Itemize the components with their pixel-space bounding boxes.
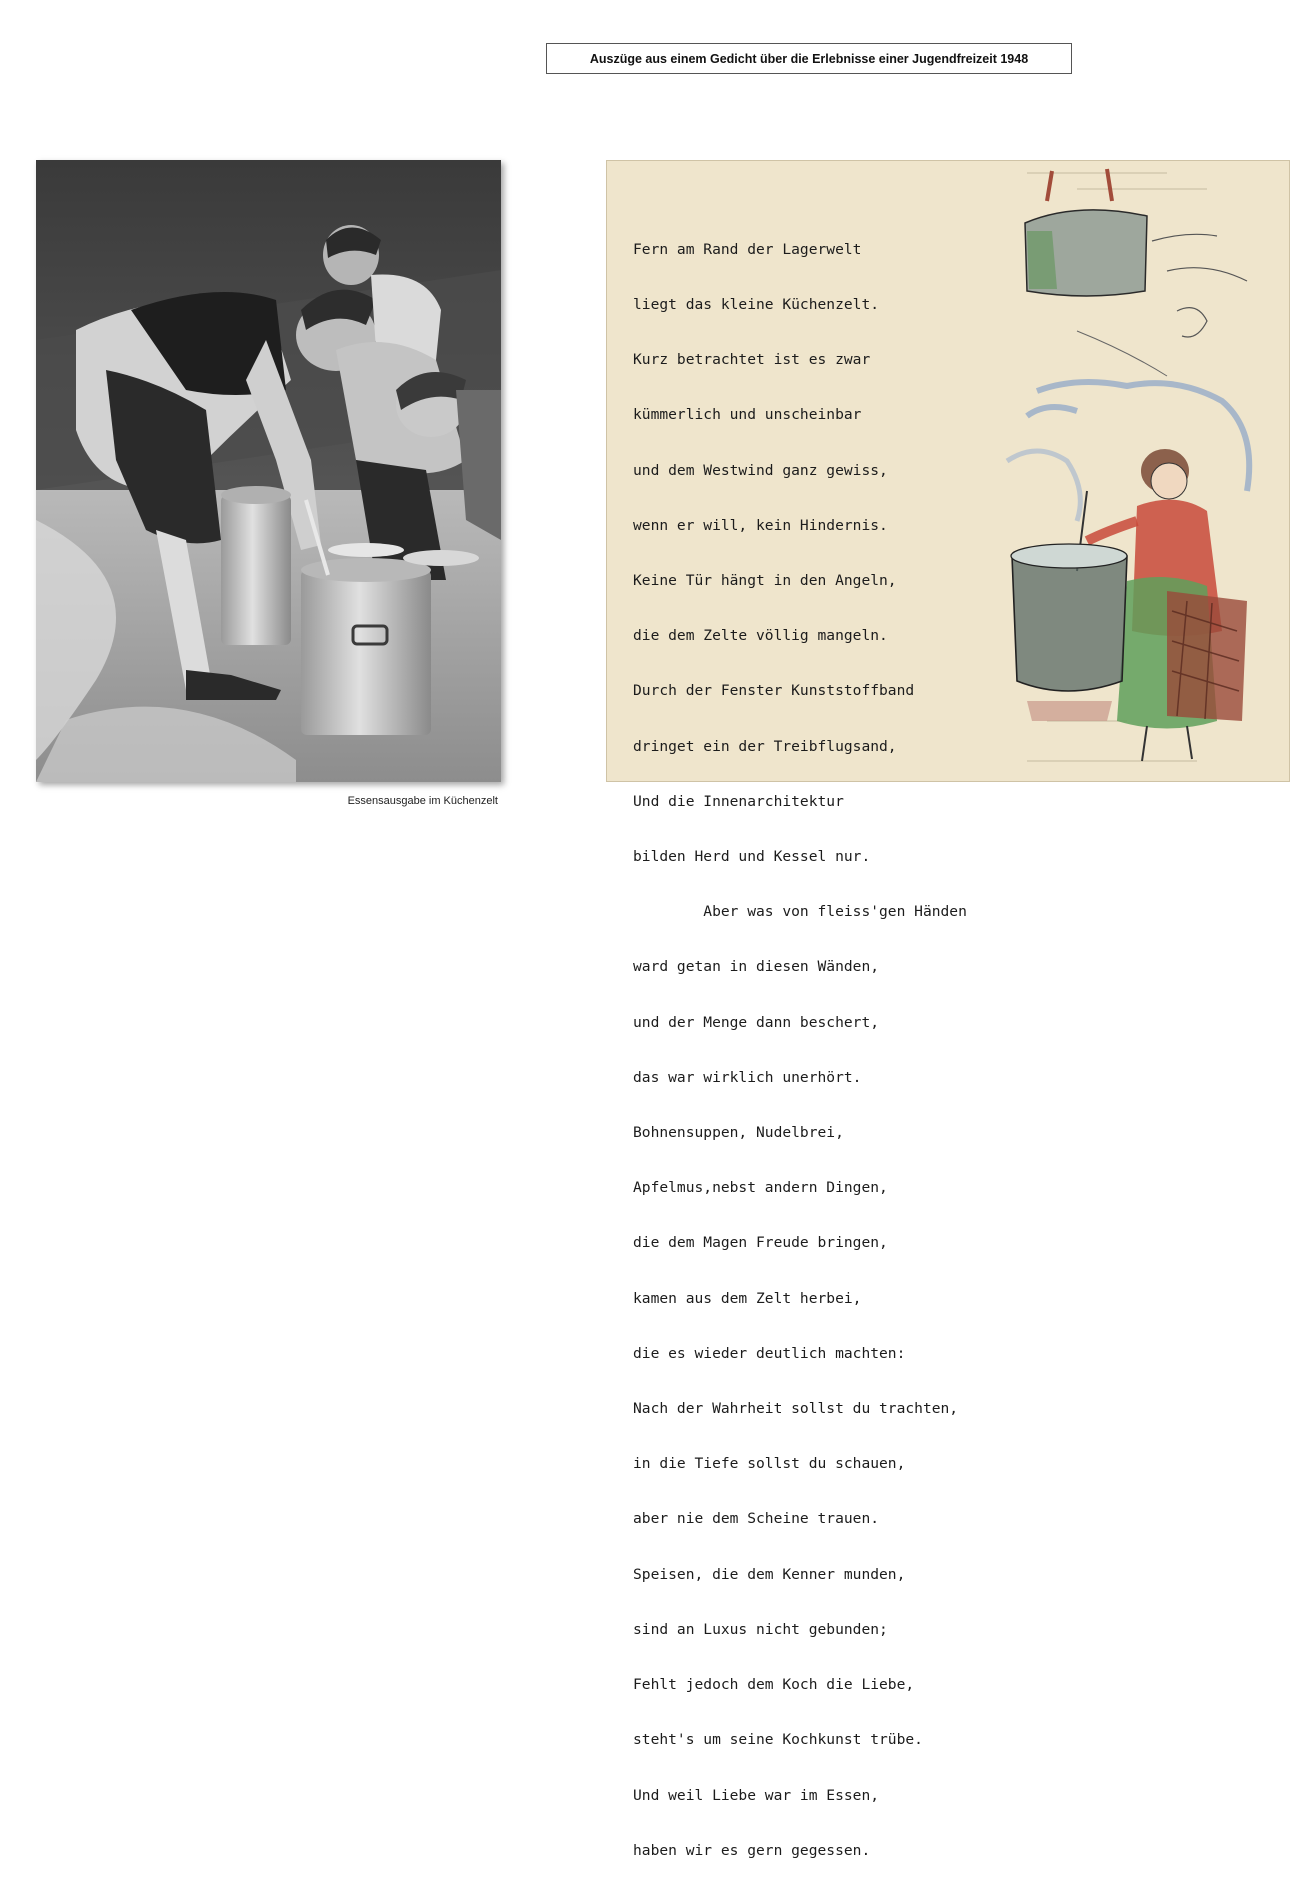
- poem-line: Fehlt jedoch dem Koch die Liebe,: [633, 1676, 915, 1694]
- poem-line: haben wir es gern gegessen.: [633, 1841, 871, 1859]
- poem-line: aber nie dem Scheine trauen.: [633, 1510, 880, 1528]
- poem-line: die dem Magen Freude bringen,: [633, 1234, 888, 1252]
- poem-line: Und weil Liebe war im Essen,: [633, 1786, 880, 1804]
- poem-line: steht's um seine Kochkunst trübe.: [633, 1731, 923, 1749]
- poem-line: liegt das kleine Küchenzelt.: [633, 296, 880, 314]
- poem-line: Kurz betrachtet ist es zwar: [633, 351, 871, 369]
- poem-line: Und die Innenarchitektur: [633, 792, 844, 810]
- poem-letter: [606, 160, 1290, 1859]
- poem-line: die es wieder deutlich machten:: [633, 1344, 906, 1362]
- poem-line: Keine Tür hängt in den Angeln,: [633, 572, 897, 590]
- poem-line: Apfelmus,nebst andern Dingen,: [633, 1179, 888, 1197]
- poem-line: Nach der Wahrheit sollst du trachten,: [633, 1400, 959, 1418]
- poem-line: wenn er will, kein Hindernis.: [633, 516, 888, 534]
- kitchen-tent-photo: [36, 160, 501, 782]
- poem-line: das war wirklich unerhört.: [633, 1068, 862, 1086]
- poem-text: [633, 204, 1193, 1897]
- poem-line: und dem Westwind ganz gewiss,: [633, 461, 888, 479]
- poem-line: Fern am Rand der Lagerwelt: [633, 240, 862, 258]
- page-title: Auszüge aus einem Gedicht über die Erlebnisse einer Jugendfreizeit 1948: [546, 43, 1072, 74]
- poem-line: kümmerlich und unscheinbar: [633, 406, 862, 424]
- poem-line: dringet ein der Treibflugsand,: [633, 737, 897, 755]
- poem-line: bilden Herd und Kessel nur.: [633, 848, 871, 866]
- poem-line: und der Menge dann beschert,: [633, 1013, 880, 1031]
- poem-line: Aber was von fleiss'gen Händen: [633, 903, 967, 921]
- poem-line: ward getan in diesen Wänden,: [633, 958, 880, 976]
- photo-caption: Essensausgabe im Küchenzelt: [347, 795, 498, 807]
- poem-line: Bohnensuppen, Nudelbrei,: [633, 1124, 844, 1142]
- poem-line: die dem Zelte völlig mangeln.: [633, 627, 888, 645]
- poem-line: sind an Luxus nicht gebunden;: [633, 1620, 888, 1638]
- poem-line: in die Tiefe sollst du schauen,: [633, 1455, 906, 1473]
- poem-line: Durch der Fenster Kunststoffband: [633, 682, 915, 700]
- poem-line: kamen aus dem Zelt herbei,: [633, 1289, 862, 1307]
- poem-line: Speisen, die dem Kenner munden,: [633, 1565, 906, 1583]
